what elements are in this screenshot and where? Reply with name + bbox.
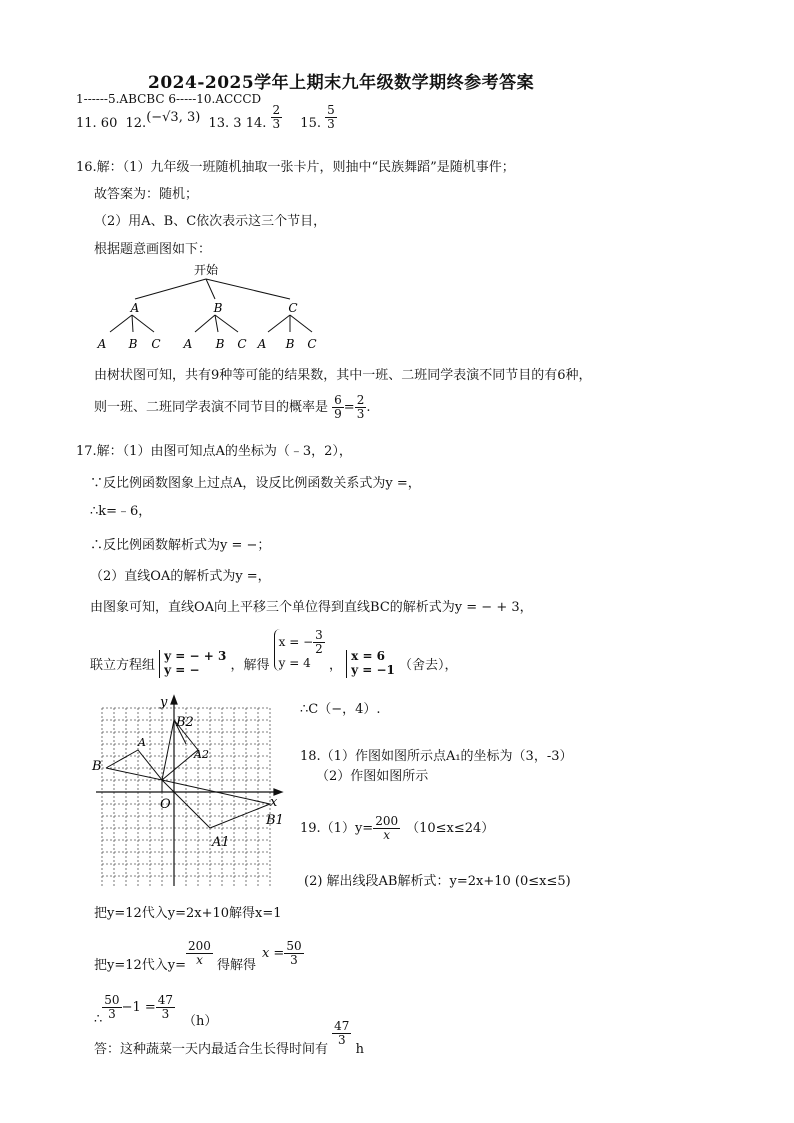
q12-label: 12. [125, 116, 147, 132]
prob-fraction-1: $\frac{6}{9}$ [334, 393, 342, 422]
tree-l1-1: B [213, 301, 223, 315]
q15-label: 15. [300, 116, 321, 132]
q17-line6: 由图象可知，直线OA向上平移三个单位得到直线BC的解析式为y = − + 3， [90, 600, 533, 615]
q16-line1: 16.解：（1）九年级一班随机抽取一张卡片，则抽中“民族舞蹈”是随机事件； [76, 160, 515, 175]
prob-fraction-2: $\frac{2}{3}$ [356, 393, 365, 422]
q17-line3: ∴k=﹣6， [90, 504, 152, 519]
label-B2: B2 [176, 715, 194, 730]
q17-line2: ∵反比例函数图象上过点A，设反比例函数关系式为y =， [90, 476, 421, 491]
tree-l2-2: C [151, 337, 161, 351]
q19-fraction: $\frac{200}{x}$ [375, 814, 399, 843]
q12-answer: (−√3, 3) [146, 110, 201, 126]
q19-line4-result: $\frac{50}{3}$ [286, 938, 302, 967]
q16-line6-row [94, 394, 370, 421]
solve-text: ，解得 [230, 658, 270, 674]
label-A2: A2 [194, 748, 209, 761]
q11-answer: 11. 60 [76, 116, 118, 132]
q14-label: 14. [245, 116, 267, 132]
q17-line8: ∴C（−，4）. [300, 702, 381, 717]
label-A: A [138, 736, 146, 749]
q16-line2: 故答案为：随机； [94, 187, 199, 202]
system-prefix: 联立方程组 [90, 658, 156, 674]
tree-l2-7: B [285, 337, 295, 351]
label-B: B [92, 759, 102, 774]
q16-line5: 由树状图可知，共有9种等可能的结果数，其中一班、二班同学表演不同节目的有6种， [94, 368, 592, 383]
label-y: y [160, 695, 168, 710]
mc-answers: 1------5.ABCBC 6-----10.ACCCD [76, 92, 262, 106]
calc-fraction-2: $\frac{47}{3}$ [157, 992, 174, 1021]
q19-line4-fraction: $\frac{200}{x}$ [188, 938, 211, 967]
coordinate-graph [90, 690, 295, 890]
q14-fraction: $\frac{2}{3}$ [272, 103, 281, 132]
q18-line2: （2）作图如图所示 [316, 769, 429, 784]
fill-answers [76, 103, 337, 137]
solution-2: x = 6 y = −1 [346, 650, 395, 678]
equation-system: y = − + 3 y = − [159, 650, 226, 678]
q19-line1 [300, 815, 494, 842]
calc-fraction-1: $\frac{50}{3}$ [104, 992, 120, 1021]
tree-diagram [90, 262, 330, 354]
tree-root: 开始 [193, 263, 219, 277]
tree-l2-8: C [307, 337, 317, 351]
q13-answer: 13. 3 [208, 116, 242, 132]
q18-line1: 18.（1）作图如图所示点A₁的坐标为（3，-3） [300, 749, 573, 764]
q16-line6: 则一班、二班同学表演不同节目的概率是 [94, 400, 329, 416]
label-O: O [160, 797, 171, 812]
q19-line2: (2) 解出线段AB解析式：y=2x+10 (0≤x≤5) [304, 874, 571, 889]
q19-line3: 把y=12代入y=2x+10解得x=1 [94, 906, 282, 921]
tree-l2-0: A [97, 337, 107, 351]
q19-answer: 答：这种蔬菜一天内最适合生长得时间有 $\frac{47}{3}$ h [94, 1019, 364, 1058]
tree-l1-2: C [288, 301, 298, 315]
label-x: x [270, 795, 278, 810]
q19-calc: ∴ $\frac{50}{3}$ −1 = $\frac{47}{3}$ （h） [94, 992, 218, 1029]
q19-range: （10≤x≤24） [406, 821, 495, 837]
label-B1: B1 [266, 813, 284, 828]
prob-equals: = [343, 400, 355, 416]
tree-l2-6: A [257, 337, 267, 351]
answer-fraction: $\frac{47}{3}$ [334, 1019, 350, 1048]
q19-label: 19.（1）y= [300, 821, 374, 837]
tree-l2-5: C [237, 337, 247, 351]
q17-line7: 联立方程组 y = − + 3 y = − ，解得 x = − $\frac{3}{2}$ y = 4 ， x = 6 y = −1 （舍去）， [90, 627, 458, 677]
discard-text: （舍去）， [399, 658, 458, 674]
q17-line4: ∴反比例函数解析式为y = −； [90, 538, 271, 553]
q15-fraction: $\frac{5}{3}$ [327, 103, 335, 132]
q17-line5: （2）直线OA的解析式为y =， [90, 569, 271, 584]
tree-l2-4: B [215, 337, 225, 351]
q16-line4: 根据题意画图如下： [94, 242, 212, 257]
tree-l2-1: B [128, 337, 138, 351]
q19-line4: 把y=12代入y= $\frac{200}{x}$ 得解得x = $\frac{50}{3}$ [94, 938, 302, 973]
label-A1: A1 [212, 835, 230, 850]
q16-line3: （2）用A、B、C依次表示这三个节目， [94, 214, 327, 229]
prob-end: . [366, 400, 371, 416]
solution-1: x = − $\frac{3}{2}$ y = 4 [274, 629, 325, 671]
page-title: 2024-2025学年上期末九年级数学期终参考答案 [148, 73, 535, 93]
tree-l2-3: A [183, 337, 193, 351]
tree-l1-0: A [130, 301, 140, 315]
q17-line1: 17.解：（1）由图可知点A的坐标为（﹣3，2）， [76, 444, 352, 459]
